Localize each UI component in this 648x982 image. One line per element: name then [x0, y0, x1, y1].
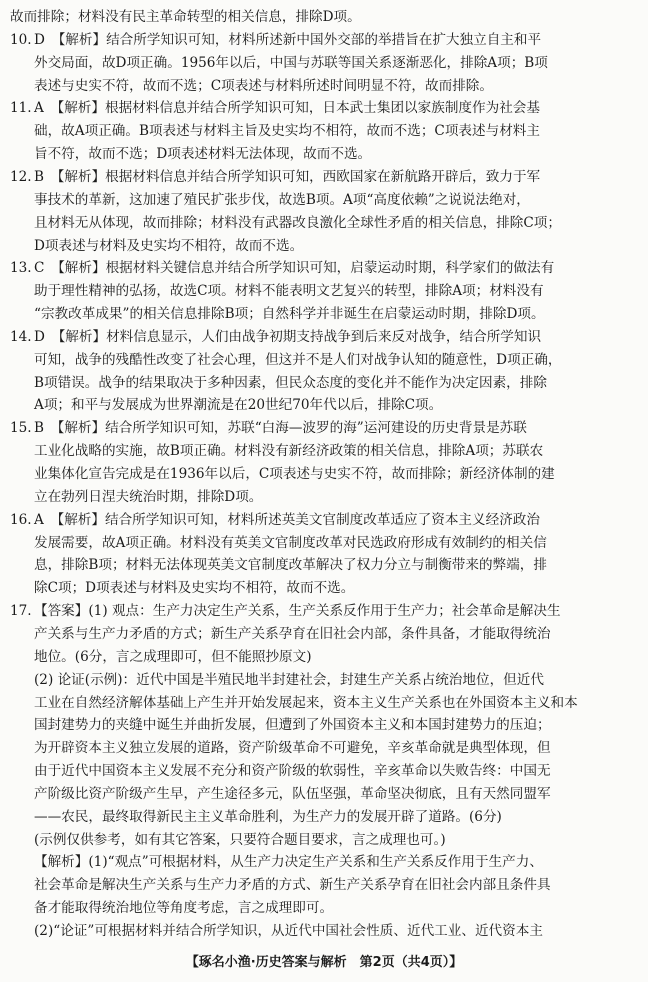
line-text: A 【解析】根据材料信息并结合所学知识可知，日本武士集团以家族制度作为社会基: [34, 100, 540, 117]
line-text: 业集体化宣告完成是在1936年以后，C项表述与史实不符，故而排除；新经济体制的建: [34, 466, 555, 482]
text-line: [0, 235, 648, 258]
line-text: D 【解析】材料信息显示，人们由战争初期支持战争到后来反对战争，结合所学知识: [34, 328, 542, 345]
text-line: [0, 554, 648, 577]
item-number: 15.: [10, 420, 32, 437]
line-text: 为开辟资本主义独立发展的道路，资产阶级革命不可避免，辛亥革命就是典型体现，但: [34, 740, 551, 757]
line-text: A 【解析】结合所学知识可知，材料所述英美文官制度改革适应了资本主义经济政治: [34, 511, 540, 528]
line-text: 备才能取得统治地位等角度考虑，言之成理即可。: [34, 900, 334, 917]
text-line: [0, 577, 648, 600]
text-line: [0, 417, 648, 440]
line-text: “宗教改革成果”的相关信息排除B项；自然科学并非诞生在启蒙运动时期，排除D项。: [34, 306, 545, 323]
text-line: [0, 669, 648, 692]
item-number: 17.: [10, 603, 32, 620]
line-text: 除C项；D项表述与材料及史实均不相符，故而不选。: [34, 580, 355, 597]
text-line: [0, 692, 648, 715]
text-line: [0, 166, 648, 189]
line-text: 事技术的革新，这加速了殖民扩张步伐，故选B项。A项“高度依赖”之说说法绝对，: [34, 191, 530, 208]
line-text: (2)“论证”可根据材料并结合所学知识，从近代中国社会性质、近代工业、近代资本主: [34, 923, 543, 939]
text-line: [0, 509, 648, 532]
line-text: 工业化战略的实施，故B项正确。材料没有新经济政策的相关信息，排除A项；苏联农: [34, 443, 544, 460]
text-line: [0, 189, 648, 212]
line-text: (示例仅供参考，如有其它答案，只要符合题目要求，言之成理也可。): [34, 831, 446, 848]
text-line: [0, 874, 648, 897]
line-text: B 【解析】结合所学知识可知，苏联“白海—波罗的海”运河建设的历史背景是苏联: [34, 420, 527, 437]
line-text: 地位。(6分，言之成理即可，但不能照抄原文): [34, 648, 312, 665]
text-line: [0, 212, 648, 235]
text-line: [0, 600, 648, 623]
item-number: 12.: [10, 168, 32, 185]
line-text: 工业在自然经济解体基础上产生并开始发展起来，资本主义生产关系也在外国资本主义和本: [34, 694, 578, 711]
line-text: 且材料无从体现，故而排除；材料没有武器改良激化全球性矛盾的相关信息，排除C项；: [34, 214, 561, 231]
text-line: [0, 97, 648, 120]
text-line: [0, 326, 648, 349]
text-line: [0, 303, 648, 326]
line-text: 由于近代中国资本主义发展不充分和资产阶级的软弱性，辛亥革命以失败告终：中国无: [34, 763, 551, 780]
text-line: [0, 806, 648, 829]
text-line: [0, 737, 648, 760]
text-line: [0, 646, 648, 669]
text-line: [0, 783, 648, 806]
item-number: 14.: [10, 328, 32, 345]
line-text: 础，故A项正确。B项表述与材料主旨及史实均不相符，故而不选；C项表述与材料主: [34, 123, 540, 140]
line-text: 外交局面，故D项正确。1956年以后，中国与苏联等国关系逐渐恶化，排除A项；B项: [34, 54, 548, 71]
item-number: 11.: [10, 100, 32, 117]
text-line: [0, 920, 648, 943]
line-text: 【答案】(1) 观点：生产力决定生产关系，生产关系反作用于生产力；社会革命是解决生: [34, 603, 561, 620]
text-line: [0, 394, 648, 417]
text-line: [0, 714, 648, 737]
line-text: B项错误。战争的结果取决于多种因素，但民众态度的变化并不能作为决定因素，排除: [34, 374, 547, 391]
item-number: 16.: [10, 511, 32, 528]
text-line: [0, 52, 648, 75]
text-line: [0, 760, 648, 783]
line-text: ——农民，最终取得新民主主义革命胜利，为生产力的发展开辟了道路。(6分): [34, 808, 502, 825]
text-line: [0, 897, 648, 920]
text-line: [0, 440, 648, 463]
text-line: [0, 349, 648, 372]
text-line: [0, 851, 648, 874]
text-line: [0, 120, 648, 143]
text-line: [0, 623, 648, 646]
line-text: 表述与史实不符，故而不选；C项表述与材料所述时间明显不符，故而排除。: [34, 77, 493, 94]
text-line: [0, 280, 648, 303]
page-footer: 【琢名小渔·历史答案与解析 第2页（共4页）】: [185, 955, 463, 970]
line-text: A项；和平与发展成为世界潮流是在20世纪70年代以后，排除C项。: [34, 397, 443, 414]
text-line: [0, 143, 648, 166]
text-line: [0, 463, 648, 486]
line-text: 可知，战争的残酷性改变了社会心理，但这并不是人们对战争认知的随意性，D项正确，: [34, 351, 562, 368]
text-line: [0, 532, 648, 555]
item-number: 10.: [10, 31, 32, 48]
text-line: [0, 257, 648, 280]
line-text: 息，排除B项；材料无法体现英美文官制度改革解决了权力分立与制衡带来的弊端，排: [34, 557, 547, 574]
item-number: 13.: [10, 260, 32, 277]
line-text: C 【解析】根据材料关键信息并结合所学知识可知，启蒙运动时期，科学家们的做法有: [34, 260, 555, 277]
line-text: D项表述与材料及史实均不相符，故而不选。: [34, 237, 304, 254]
line-text: 产关系与生产力矛盾的方式；新生产关系孕育在旧社会内部，条件具备，才能取得统治: [34, 625, 551, 642]
text-line: [0, 829, 648, 852]
text-line: [0, 75, 648, 98]
text-line: [0, 486, 648, 509]
text-line: [0, 6, 648, 29]
line-text: (2) 论证(示例)：近代中国是半殖民地半封建社会，封建生产关系占统治地位，但近代: [34, 671, 544, 688]
line-text: D 【解析】结合所学知识可知，材料所述新中国外交部的举措旨在扩大独立自主和平: [34, 31, 542, 48]
line-text: B 【解析】根据材料信息并结合所学知识可知，西欧国家在新航路开辟后，致力于军: [34, 168, 541, 185]
line-text: 发展需要，故A项正确。材料没有英美文官制度改革对民选政府形成有效制约的相关信: [34, 534, 547, 551]
line-text: 故而排除；材料没有民主革命转型的相关信息，排除D项。: [10, 9, 361, 25]
line-text: 社会革命是解决生产关系与生产力矛盾的方式、新生产关系孕育在旧社会内部且条件具: [34, 877, 551, 894]
line-text: 【解析】(1)“观点”可根据材料，从生产力决定生产关系和生产关系反作用于生产力、: [34, 854, 543, 871]
line-text: 助于理性精神的弘扬，故选C项。材料不能表明文艺复兴的转型，排除A项；材料没有: [34, 283, 544, 300]
line-text: 产阶级比资产阶级产生早，产生途径多元，队伍坚强，革命坚决彻底，且有天然同盟军: [34, 785, 551, 802]
text-line: [0, 29, 648, 52]
text-line: [0, 372, 648, 395]
line-text: 国封建势力的夹缝中诞生并曲折发展，但遭到了外国资本主义和本国封建势力的压迫；: [34, 717, 551, 734]
line-text: 旨不符，故而不选；D项表述材料无法体现，故而不选。: [34, 146, 372, 163]
line-text: 立在勃列日涅夫统治时期，排除D项。: [34, 488, 263, 505]
